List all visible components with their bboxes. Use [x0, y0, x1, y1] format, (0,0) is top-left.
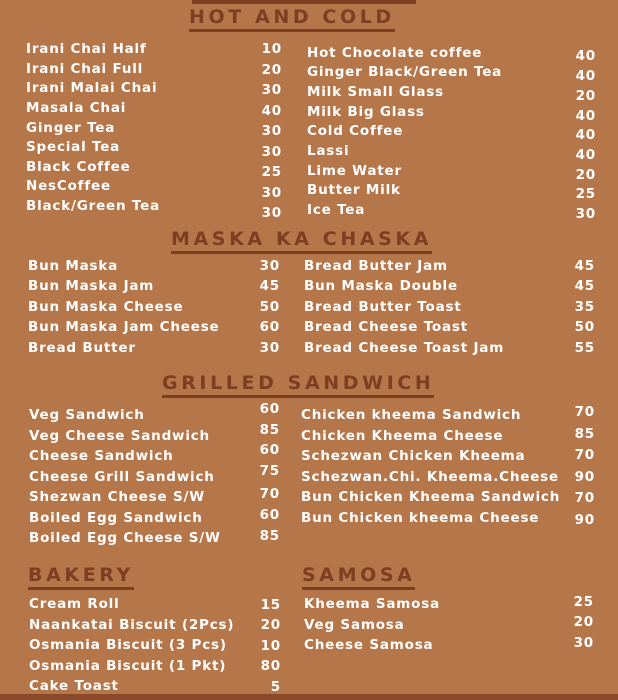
section-title-grilled-sandwich: GRILLED SANDWICH [162, 372, 434, 398]
menu-item-name: Bread Cheese Toast [304, 319, 468, 335]
menu-item-name: Black Coffee [26, 159, 131, 175]
menu-item-price: 10 [260, 638, 281, 654]
menu-item-price: 50 [574, 319, 595, 335]
menu-item-price: 85 [259, 528, 280, 544]
menu-item-name: Bun Chicken Kheema Sandwich [301, 489, 561, 505]
section-title-hot-and-cold: HOT AND COLD [189, 6, 395, 32]
menu-item-price: 90 [574, 512, 595, 528]
menu-item-price: 70 [574, 490, 595, 506]
menu-item-name: Bun Maska Cheese [28, 299, 184, 315]
menu-item-price: 60 [259, 401, 280, 417]
section-title-maska-ka-chaska: MASKA KA CHASKA [171, 228, 432, 254]
menu-item-name: Osmania Biscuit (3 Pcs) [29, 637, 227, 653]
menu-item-name: Osmania Biscuit (1 Pkt) [29, 658, 227, 674]
menu-item-price: 40 [261, 103, 282, 119]
menu-item-name: Shezwan Cheese S/W [29, 489, 205, 505]
menu-item-name: Bun Maska Jam [28, 278, 155, 294]
menu-item-name: Masala Chai [26, 100, 127, 116]
menu-item-name: Bun Maska Jam Cheese [28, 319, 220, 335]
menu-item-price: 30 [261, 123, 282, 139]
menu-item-price: 70 [259, 486, 280, 502]
menu-item-name: Cheese Sandwich [29, 448, 174, 464]
menu-item-name: Chicken Kheema Cheese [301, 428, 504, 444]
menu-item-price: 80 [260, 658, 281, 674]
menu-item-name: Boiled Egg Cheese S/W [29, 530, 221, 546]
menu-item-price: 25 [573, 594, 594, 610]
menu-item-name: Bun Maska Double [304, 278, 458, 294]
menu-item-price: 30 [575, 206, 596, 222]
menu-item-name: Bread Butter Jam [304, 258, 448, 274]
menu-item-name: Boiled Egg Sandwich [29, 510, 203, 526]
menu-item-price: 60 [259, 319, 280, 335]
menu-item-price: 20 [575, 88, 596, 104]
menu-item-name: Hot Chocolate coffee [307, 45, 483, 61]
menu-item-price: 25 [575, 186, 596, 202]
menu-item-price: 20 [573, 614, 594, 630]
menu-item-name: Cake Toast [29, 678, 119, 694]
menu-item-name: Schezwan Chicken Kheema [301, 448, 526, 464]
menu-item-price: 40 [575, 68, 596, 84]
menu-item-name: Kheema Samosa [304, 596, 440, 612]
menu-item-price: 30 [261, 144, 282, 160]
menu-item-name: Bun Maska [28, 258, 119, 274]
menu-item-name: Veg Cheese Sandwich [29, 428, 210, 444]
menu-item-price: 90 [574, 469, 595, 485]
menu-item-name: Irani Malai Chai [26, 80, 158, 96]
menu-item-price: 40 [575, 147, 596, 163]
top-decor-bar [192, 0, 416, 4]
menu-item-name: Milk Small Glass [307, 84, 444, 100]
menu-item-name: Cheese Samosa [304, 637, 434, 653]
menu-item-price: 30 [261, 82, 282, 98]
menu-item-price: 30 [259, 340, 280, 356]
menu-item-name: Milk Big Glass [307, 104, 425, 120]
menu-item-name: Bread Butter [28, 340, 136, 356]
menu-item-name: Veg Samosa [304, 617, 405, 633]
menu-item-price: 45 [574, 258, 595, 274]
menu-item-price: 60 [259, 507, 280, 523]
menu-item-price: 45 [259, 278, 280, 294]
section-title-samosa: SAMOSA [302, 564, 415, 590]
menu-item-price: 20 [575, 167, 596, 183]
menu-item-name: Bun Chicken kheema Cheese [301, 510, 540, 526]
menu-item-name: Ginger Tea [26, 120, 116, 136]
menu-item-name: Cold Coffee [307, 123, 404, 139]
menu-item-price: 75 [259, 463, 280, 479]
menu-item-price: 30 [259, 258, 280, 274]
menu-item-price: 70 [574, 404, 595, 420]
bottom-decor-bar [0, 694, 618, 700]
menu-item-name: NesCoffee [26, 178, 111, 194]
menu-item-price: 70 [574, 447, 595, 463]
menu-item-price: 15 [260, 597, 281, 613]
menu-item-name: Ice Tea [307, 202, 366, 218]
menu-item-name: Chicken kheema Sandwich [301, 407, 522, 423]
menu-item-price: 30 [573, 635, 594, 651]
menu-item-name: Irani Chai Half [26, 41, 147, 57]
menu-item-name: Lime Water [307, 163, 402, 179]
menu-item-price: 30 [261, 205, 282, 221]
menu-item-name: Bread Butter Toast [304, 299, 462, 315]
menu-item-price: 45 [574, 278, 595, 294]
menu-item-price: 35 [574, 299, 595, 315]
menu-item-price: 60 [259, 442, 280, 458]
menu-item-name: Lassi [307, 143, 350, 159]
menu-item-price: 40 [575, 48, 596, 64]
menu-item-name: Ginger Black/Green Tea [307, 64, 503, 80]
section-title-bakery: BAKERY [28, 564, 134, 590]
menu-item-price: 25 [261, 164, 282, 180]
menu-item-price: 55 [574, 340, 595, 356]
menu-item-name: Schezwan.Chi. Kheema.Cheese [301, 469, 559, 485]
menu-item-price: 20 [261, 62, 282, 78]
menu-item-name: Black/Green Tea [26, 198, 160, 214]
menu-item-name: Irani Chai Full [26, 61, 144, 77]
menu-item-name: Veg Sandwich [29, 407, 145, 423]
menu-item-price: 10 [261, 41, 282, 57]
menu-item-price: 40 [575, 108, 596, 124]
menu-item-price: 30 [261, 185, 282, 201]
menu-item-name: Butter Milk [307, 182, 401, 198]
menu-item-price: 40 [575, 127, 596, 143]
menu-item-name: Cream Roll [29, 596, 120, 612]
menu-item-price: 85 [574, 426, 595, 442]
menu-item-price: 50 [259, 299, 280, 315]
menu-item-price: 20 [260, 617, 281, 633]
menu-item-name: Cheese Grill Sandwich [29, 469, 215, 485]
menu-item-price: 5 [270, 679, 281, 695]
menu-item-price: 85 [259, 422, 280, 438]
menu-item-name: Naankatai Biscuit (2Pcs) [29, 617, 235, 633]
menu-item-name: Bread Cheese Toast Jam [304, 340, 505, 356]
menu-item-name: Special Tea [26, 139, 121, 155]
